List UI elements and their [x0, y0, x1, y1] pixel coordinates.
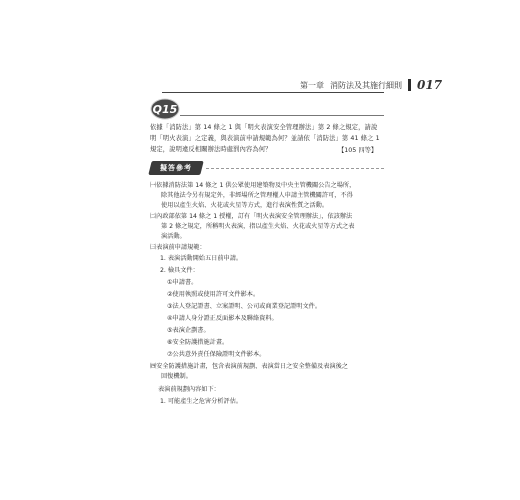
answer-line: ㈠依據消防法第 14 條之 1 供公眾使用建築物及中央主管機關公告之場所， [150, 182, 356, 189]
answer-line: 2. 檢具文件： [160, 267, 199, 274]
header-divider [408, 79, 411, 91]
answer-line: 使用以產生火焰、火花或火星等方式，進行表演性質之活動。 [161, 202, 329, 209]
answer-line: ㈡內政部依第 14 條之 1 授權，訂有「明火表演安全管理辦法」，依該辦法 [150, 213, 353, 220]
header-rule [162, 92, 384, 93]
answer-line: 回復機制。 [161, 373, 192, 380]
chapter-label: 第一章 [300, 80, 324, 90]
answer-line: 1. 可能產生之危害分析評估。 [160, 398, 243, 405]
answer-line: ㈣安全防護措施計畫，包含表演前規劃、表演當日之安全整備及表演後之 [150, 363, 348, 370]
answer-line: ②使用執照或使用許可文件影本。 [167, 291, 260, 298]
answer-line: 表演前規劃內容如下： [158, 386, 220, 393]
exam-tag: 【105 四等】 [338, 147, 378, 154]
answer-badge-label: 擬答參考 [160, 164, 192, 172]
answer-line: 1. 表演活動開始五日前申請。 [160, 255, 243, 262]
answer-line: ③法人登記證書、立案證明、公司或商業登記證明文件。 [167, 303, 322, 310]
question-rule [180, 115, 384, 116]
answer-line: 第 2 條之規定，所稱明火表演，指以產生火焰、火花或火星等方式之表 [161, 223, 355, 230]
question-text: 依據「消防法」第 14 條之 1 與「明火表演安全管理辦法」第 2 條之規定，請說明「明火表演」之定義，與表演前申請規範為何？並請依「消防法」第 41 條之 1 規定，說明違反相關辦法時處罰內容為何？ [150, 124, 380, 153]
answer-line: 演活動。 [161, 233, 186, 240]
answer-line: ④申請人身分證正反面影本及聯絡資料。 [167, 315, 278, 322]
question-badge [150, 98, 180, 120]
answer-line: ㈢表演前申請規範： [150, 244, 206, 251]
question-badge-label: Q15 [152, 103, 178, 116]
chapter-title: 消防法及其施行細則 [330, 80, 402, 90]
answer-line: ⑥安全防護措施計畫。 [167, 339, 229, 346]
running-header [300, 78, 442, 92]
question-badge-icon [150, 98, 180, 120]
answer-line: ①申請書。 [167, 279, 198, 286]
answer-line: ⑤表演企劃書。 [167, 327, 210, 334]
answer-line: 除其他法令另有規定外，非經場所之管理權人申請主管機關許可，不得 [161, 192, 353, 199]
answer-line: ⑦公共意外責任保險證明文件影本。 [167, 351, 266, 358]
answer-badge [150, 161, 202, 175]
answer-rule [206, 168, 384, 169]
page-number: 017 [417, 78, 443, 92]
